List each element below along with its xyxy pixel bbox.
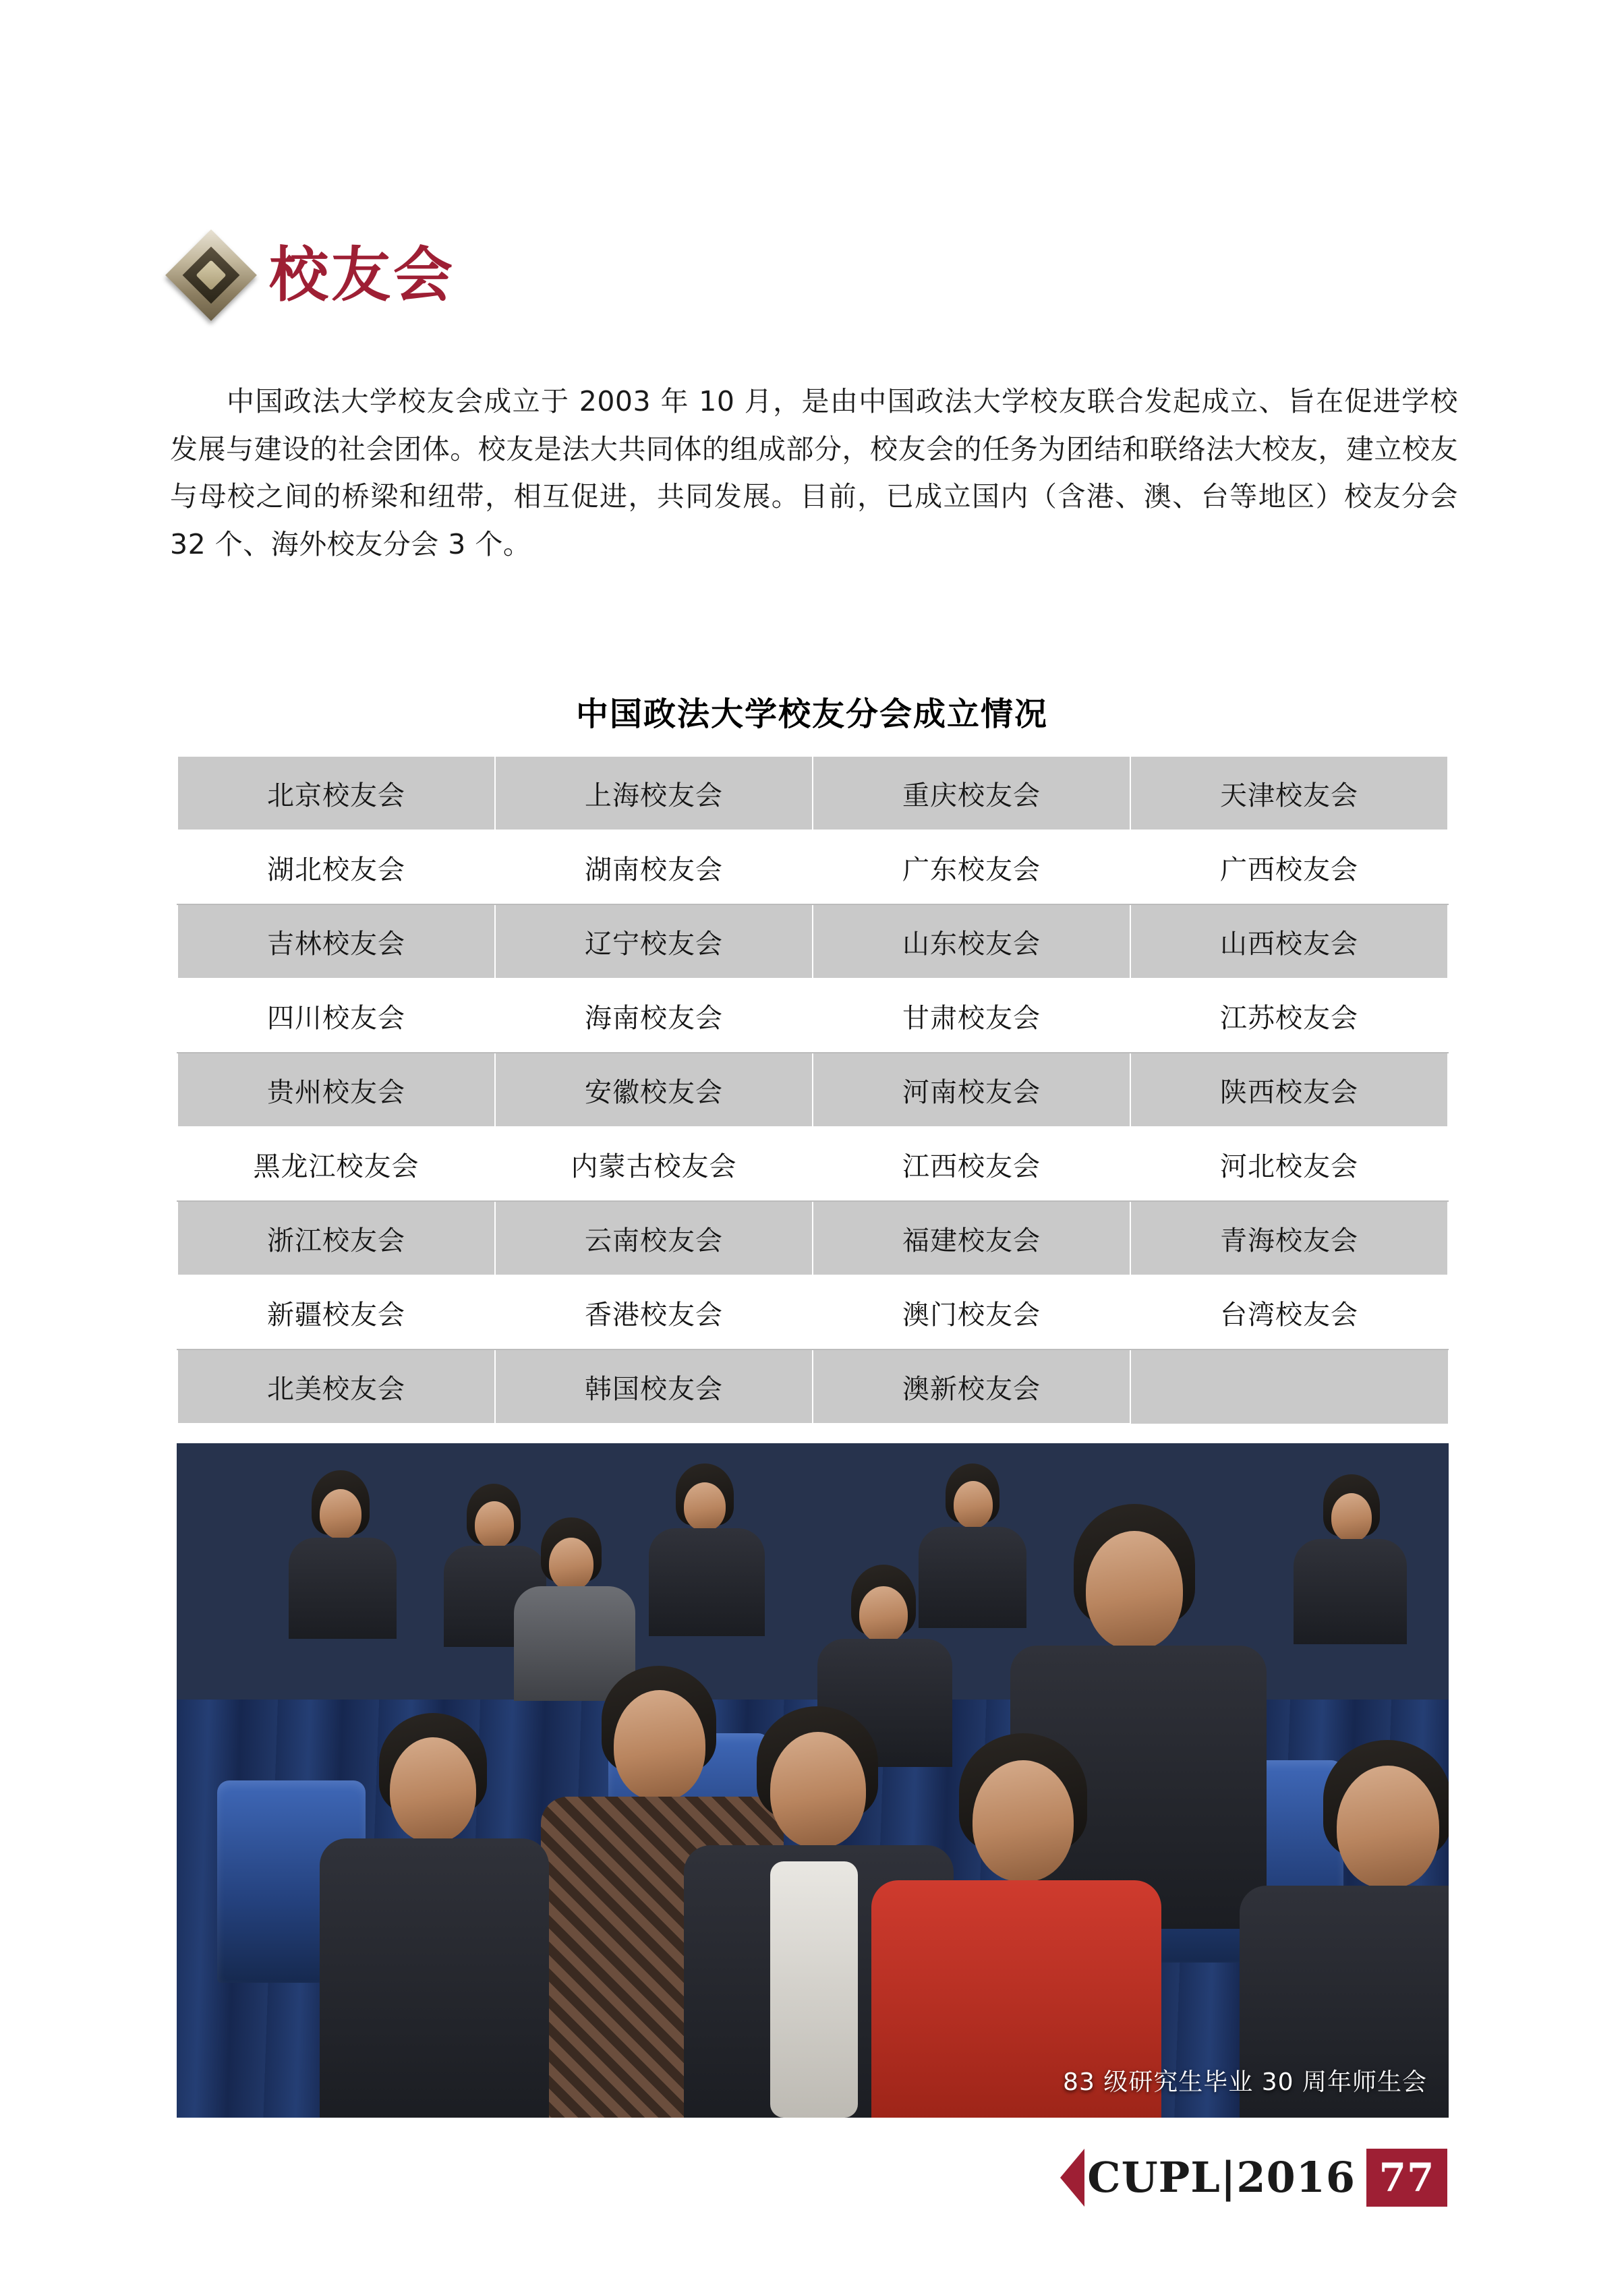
audience-person — [1337, 1766, 1439, 1888]
table-cell: 湖北校友会 — [177, 830, 495, 904]
table-row — [177, 1349, 1448, 1424]
section-heading — [165, 229, 455, 324]
audience-person — [320, 1489, 361, 1539]
table-cell: 广东校友会 — [813, 830, 1130, 904]
audience-person — [919, 1527, 1026, 1628]
photo-caption: 83 级研究生毕业 30 周年师生会 — [1063, 2068, 1427, 2096]
table-cell: 河南校友会 — [813, 1053, 1130, 1127]
table-cell: 云南校友会 — [495, 1201, 813, 1275]
table-cell: 台湾校友会 — [1130, 1275, 1448, 1349]
table-cell: 广西校友会 — [1130, 830, 1448, 904]
table-cell: 内蒙古校友会 — [495, 1127, 813, 1201]
section-heading-text: 校友会 — [269, 239, 456, 310]
table-cell: 北京校友会 — [177, 756, 495, 830]
alumni-chapters-table — [177, 755, 1449, 1424]
audience-person — [954, 1481, 993, 1528]
audience-person — [289, 1538, 397, 1639]
table-cell: 安徽校友会 — [495, 1053, 813, 1127]
audience-person — [475, 1501, 514, 1548]
table-cell: 黑龙江校友会 — [177, 1127, 495, 1201]
table-cell: 福建校友会 — [813, 1201, 1130, 1275]
audience-person — [1331, 1493, 1372, 1542]
audience-person — [1294, 1539, 1407, 1644]
event-photo — [177, 1443, 1449, 2118]
table-title: 中国政法大学校友分会成立情况 — [575, 695, 1048, 733]
table-cell: 韩国校友会 — [495, 1349, 813, 1424]
table-cell: 陕西校友会 — [1130, 1053, 1448, 1127]
table-cell: 辽宁校友会 — [495, 904, 813, 979]
table-cell: 新疆校友会 — [177, 1275, 495, 1349]
table-row — [177, 1053, 1448, 1127]
table-row — [177, 1275, 1448, 1349]
table-cell: 山西校友会 — [1130, 904, 1448, 979]
table-row — [177, 1201, 1448, 1275]
intro-paragraph: 中国政法大学校友会成立于 2003 年 10 月，是由中国政法大学校友联合发起成立、旨在促进学校发展与建设的社会团体。校友是法大共同体的组成部分，校友会的任务为团结和联络法大校友，建立校友与母校之间的桥梁和纽带，相互促进，共同发展。目前，已成立国内（含港、澳、台等地区）校友分会 32 个、海外校友分会 3 个。 — [170, 385, 1458, 560]
table-cell: 江苏校友会 — [1130, 979, 1448, 1053]
audience-person — [973, 1760, 1074, 1882]
audience-person — [649, 1528, 765, 1636]
table-cell: 贵州校友会 — [177, 1053, 495, 1127]
table-cell-empty — [1130, 1349, 1448, 1424]
audience-person — [859, 1586, 908, 1643]
table-cell: 青海校友会 — [1130, 1201, 1448, 1275]
audience-person — [1086, 1531, 1183, 1650]
audience-person — [770, 1861, 858, 2118]
footer — [1060, 2149, 1447, 2207]
table-cell: 海南校友会 — [495, 979, 813, 1053]
table-cell: 北美校友会 — [177, 1349, 495, 1424]
table-cell: 澳新校友会 — [813, 1349, 1130, 1424]
audience-person — [549, 1538, 593, 1590]
table-row — [177, 830, 1448, 904]
page-number: 77 — [1366, 2149, 1447, 2207]
diamond-ornament-icon — [165, 229, 260, 324]
table-row — [177, 1127, 1448, 1201]
table-cell: 重庆校友会 — [813, 756, 1130, 830]
arrow-icon — [1060, 2149, 1084, 2207]
audience-person — [614, 1690, 705, 1801]
table-cell: 澳门校友会 — [813, 1275, 1130, 1349]
audience-person — [390, 1737, 476, 1842]
audience-person — [770, 1732, 866, 1848]
table-row — [177, 979, 1448, 1053]
table-cell: 上海校友会 — [495, 756, 813, 830]
table-cell: 湖南校友会 — [495, 830, 813, 904]
table-cell: 浙江校友会 — [177, 1201, 495, 1275]
table-row — [177, 904, 1448, 979]
table-cell: 天津校友会 — [1130, 756, 1448, 830]
table-cell: 甘肃校友会 — [813, 979, 1130, 1053]
table-cell: 山东校友会 — [813, 904, 1130, 979]
table-cell: 江西校友会 — [813, 1127, 1130, 1201]
table-cell: 四川校友会 — [177, 979, 495, 1053]
audience-person — [684, 1482, 726, 1531]
table-cell: 河北校友会 — [1130, 1127, 1448, 1201]
table-cell: 香港校友会 — [495, 1275, 813, 1349]
audience-person — [320, 1838, 549, 2118]
table-row — [177, 756, 1448, 830]
table-cell: 吉林校友会 — [177, 904, 495, 979]
footer-brand: CUPL|2016 — [1087, 2153, 1356, 2202]
